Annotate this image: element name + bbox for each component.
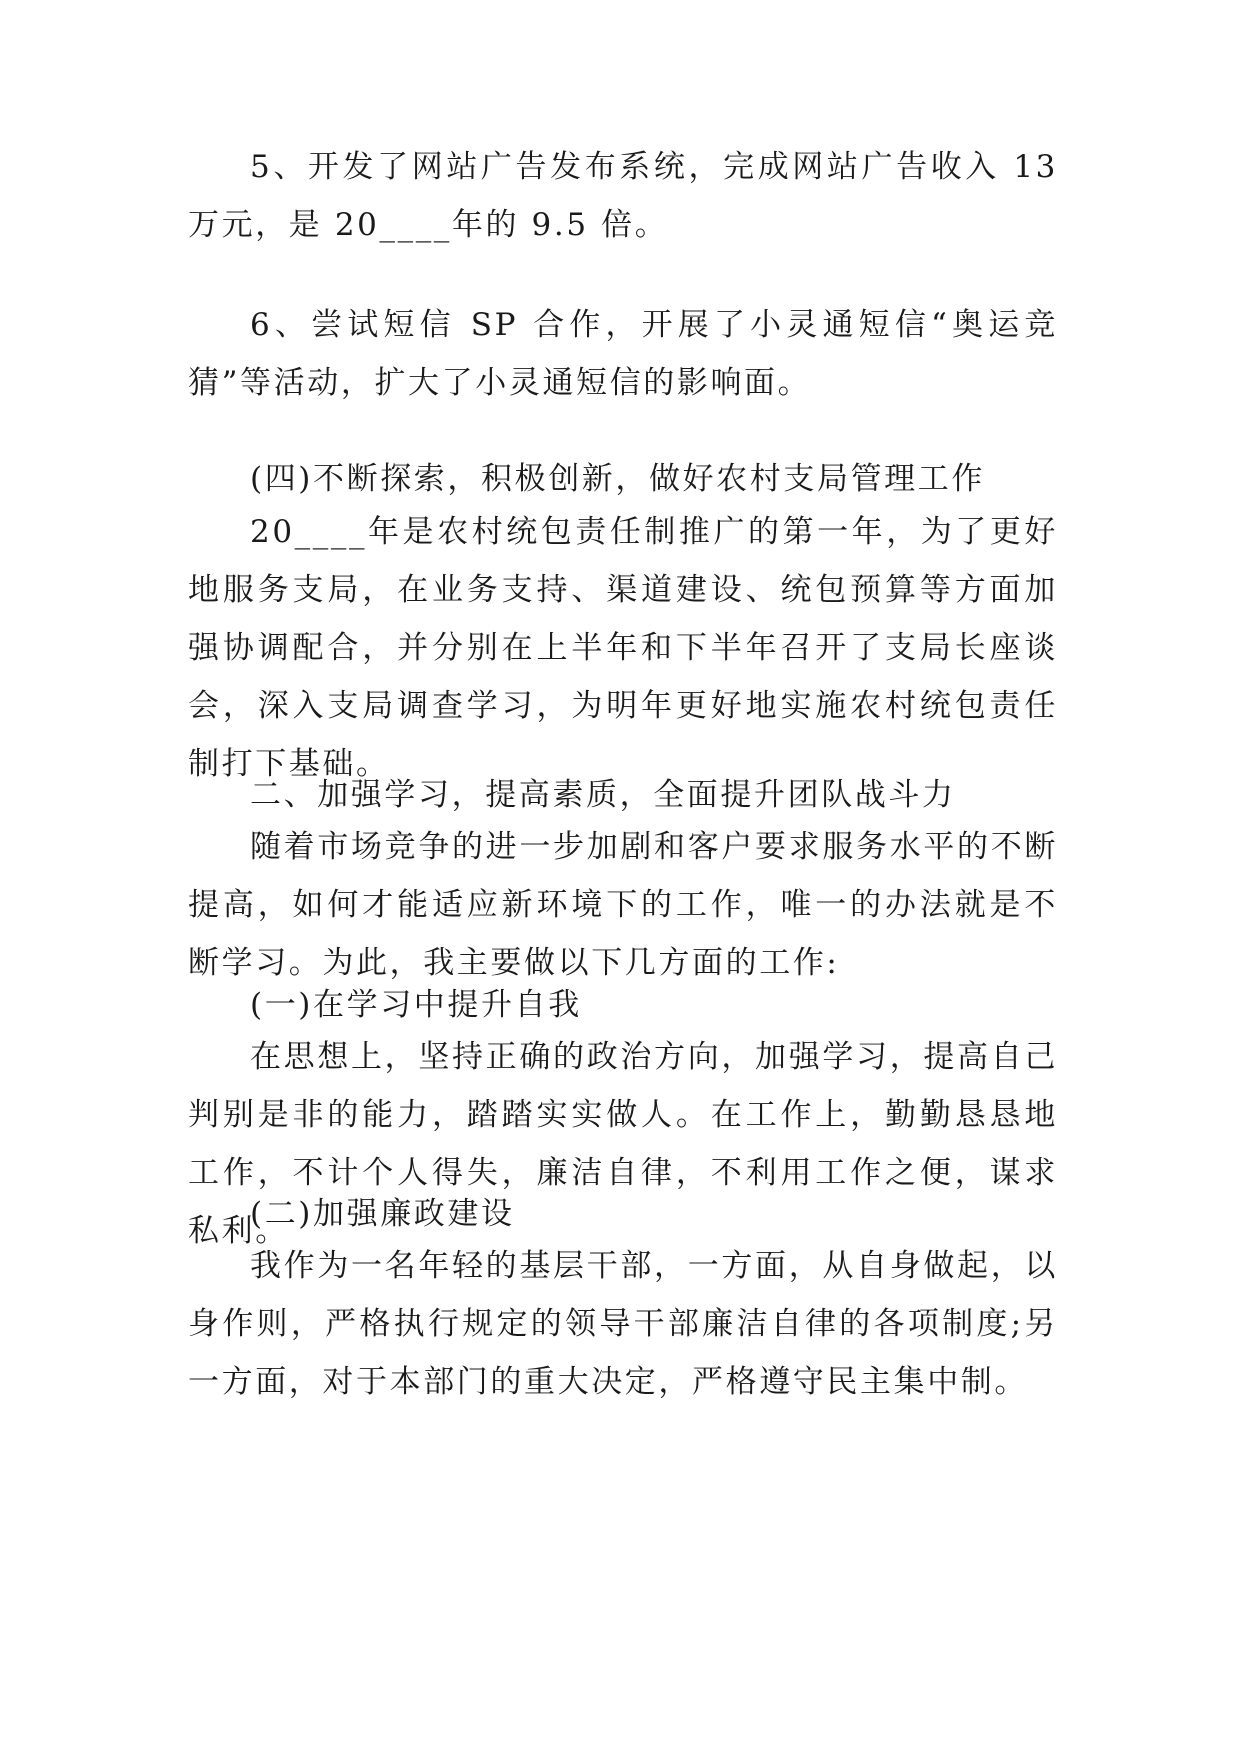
subsection-heading-1: (一)在学习中提升自我 <box>250 987 582 1023</box>
paragraph-learning: 随着市场竞争的进一步加剧和客户要求服务水平的不断提高，如何才能适应新环境下的工作，唯一的办法就是不断学习。为此，我主要做以下几方面的工作: <box>188 829 1058 981</box>
paragraph-item-5: 5、开发了网站广告发布系统，完成网站广告收入 13 万元，是 20____年的 9.5 倍。 <box>188 149 1058 243</box>
paragraph-item-6: 6、尝试短信 SP 合作，开展了小灵通短信“奥运竞猜”等活动，扩大了小灵通短信的影响面。 <box>188 307 1058 401</box>
paragraph-rural-branch: 20____年是农村统包责任制推广的第一年，为了更好地服务支局，在业务支持、渠道建设、统包预算等方面加强协调配合，并分别在上半年和下半年召开了支局长座谈会，深入支局调查学习，为明年更好地实施农村统包责任制打下基础。 <box>188 514 1058 782</box>
section-heading-4: (四)不断探索，积极创新，做好农村支局管理工作 <box>250 461 985 497</box>
paragraph-integrity: 我作为一名年轻的基层干部，一方面，从自身做起，以身作则，严格执行规定的领导干部廉洁自律的各项制度;另一方面，对于本部门的重大决定，严格遵守民主集中制。 <box>188 1248 1058 1400</box>
paragraph-self-improvement: 在思想上，坚持正确的政治方向，加强学习，提高自己判别是非的能力，踏踏实实做人。在工作上，勤勤恳恳地工作，不计个人得失，廉洁自律，不利用工作之便，谋求私利。 <box>188 1039 1058 1249</box>
subsection-heading-2: (二)加强廉政建设 <box>250 1196 515 1232</box>
section-heading-2: 二、加强学习，提高素质，全面提升团队战斗力 <box>250 777 956 813</box>
